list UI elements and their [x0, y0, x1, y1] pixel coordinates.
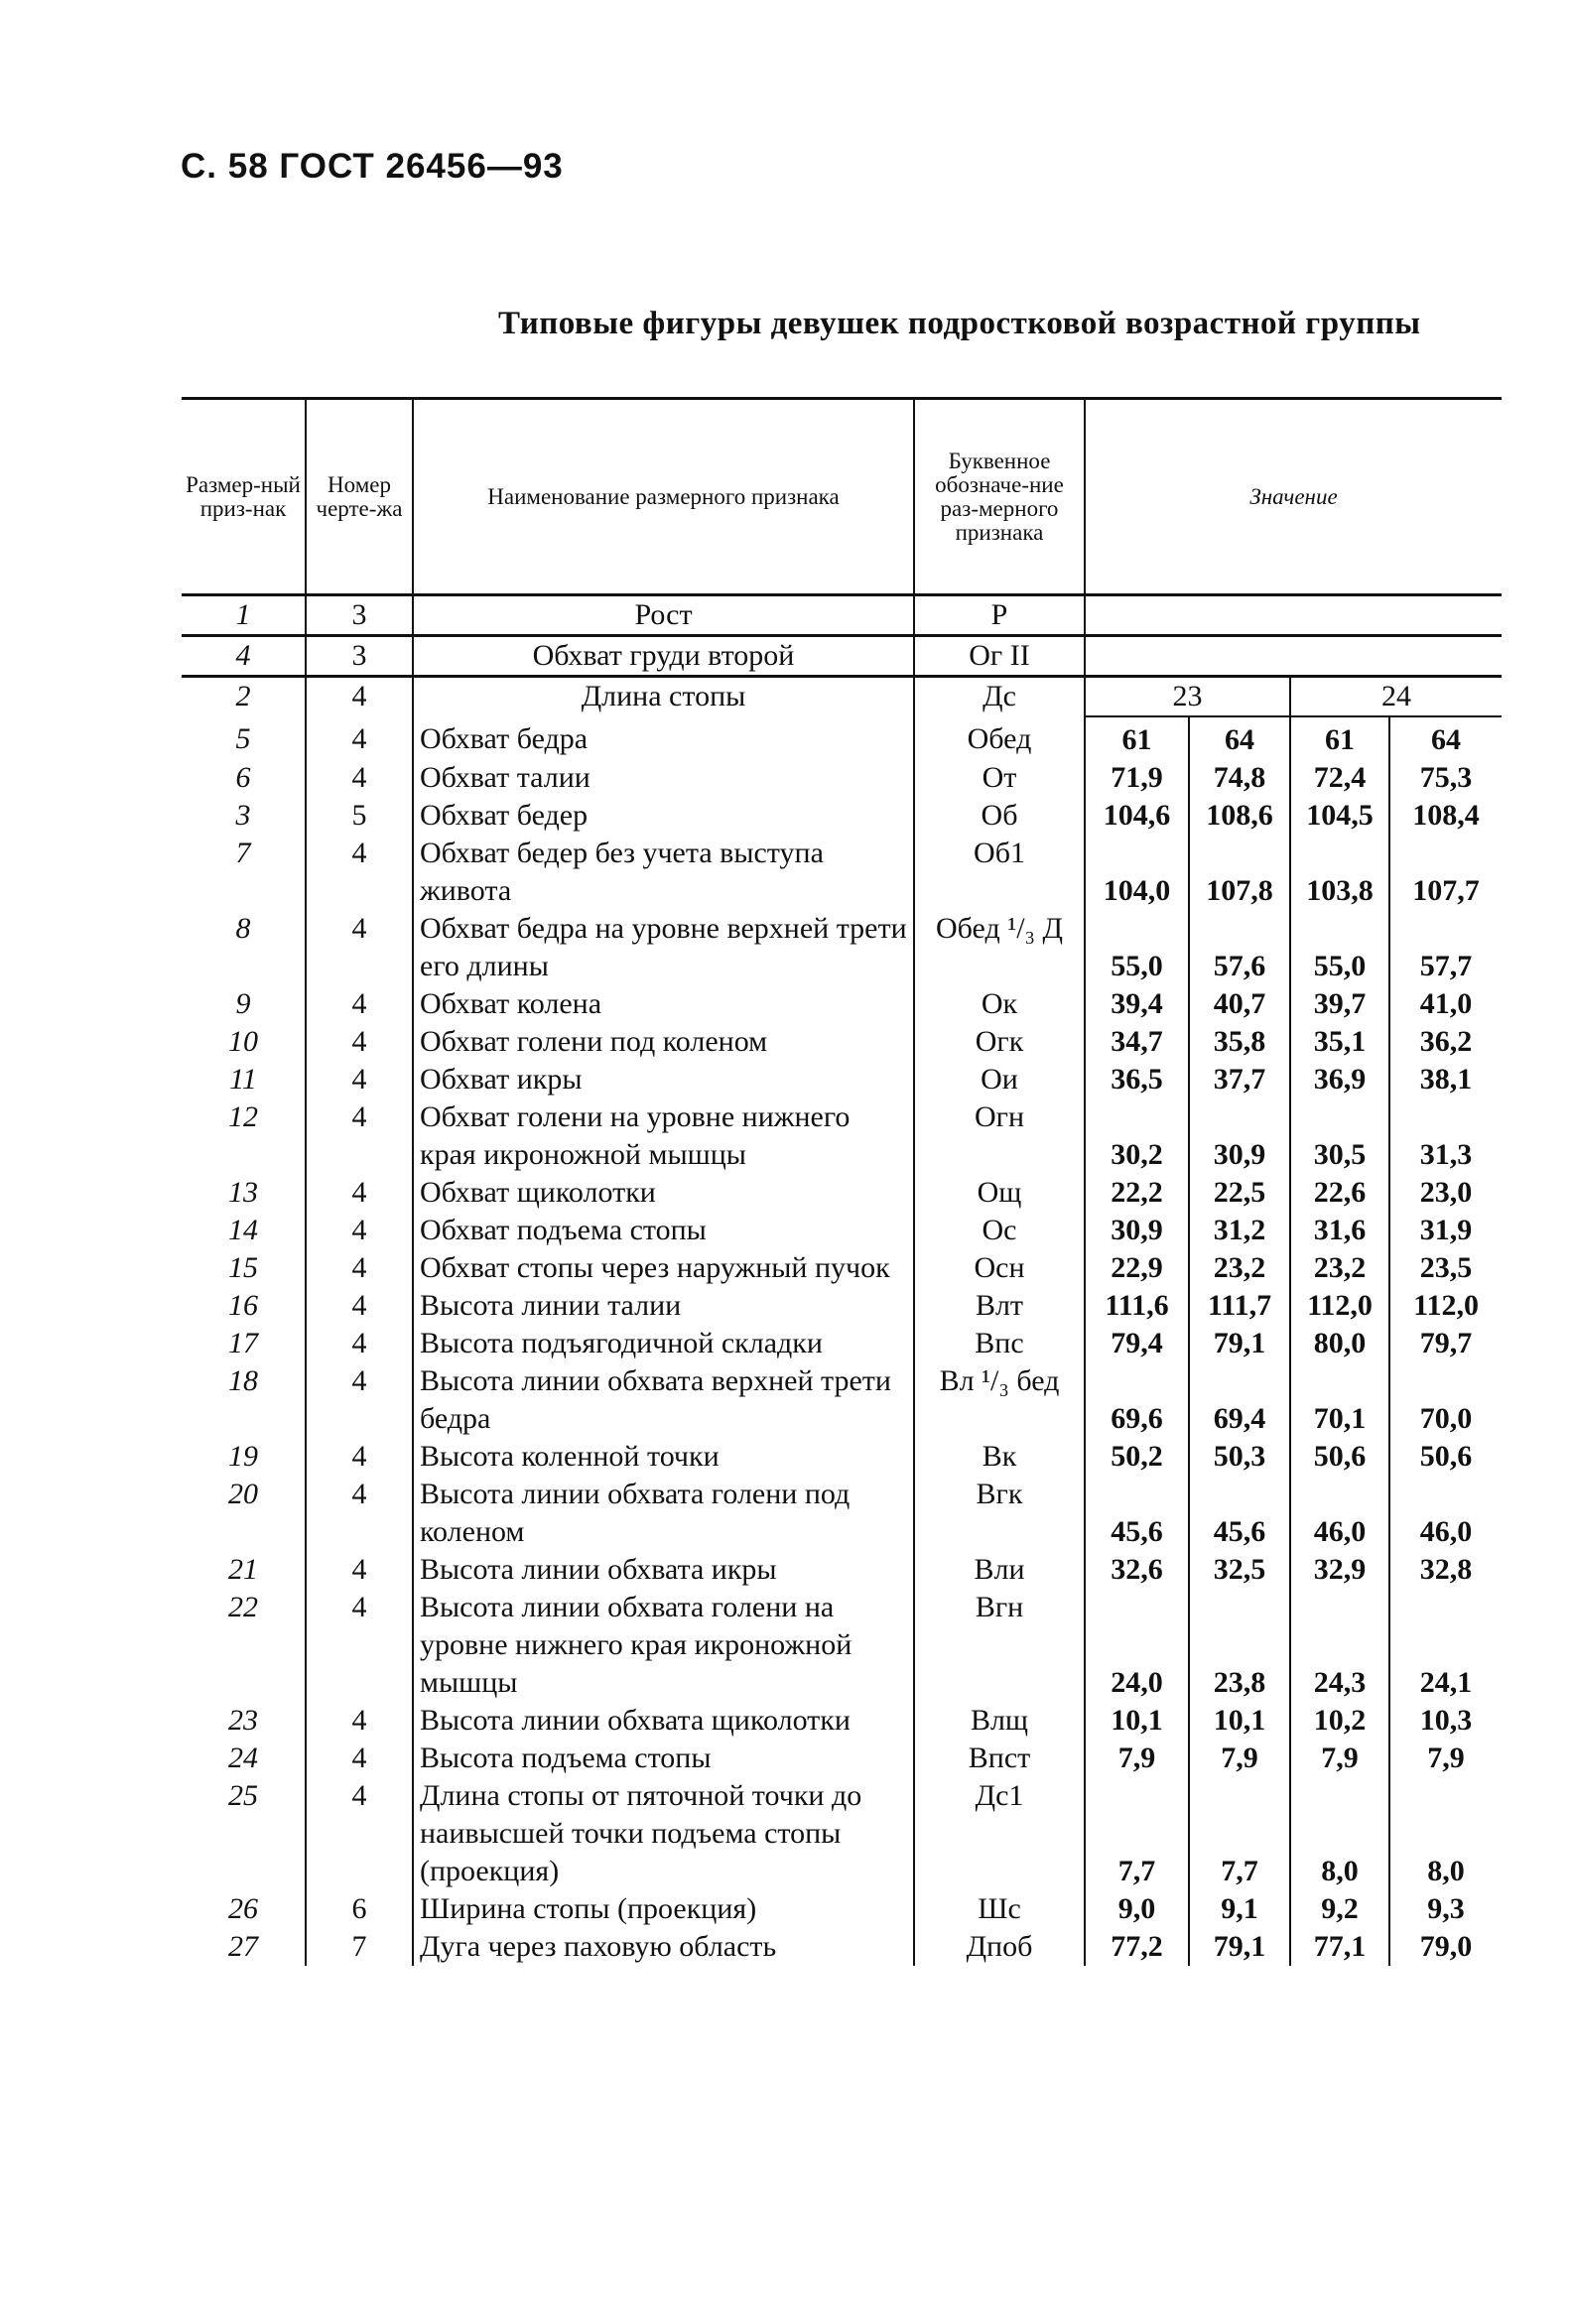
row-num: 5 — [235, 722, 251, 755]
row-value-23-64: 69,4 — [1189, 1362, 1290, 1438]
row-code: Дс1 — [914, 1777, 1085, 1890]
row-value-24-61: 77,1 — [1290, 1928, 1389, 1966]
table-row — [182, 1438, 1502, 1476]
table-row — [182, 1174, 1502, 1212]
row-code: От — [914, 759, 1085, 797]
row-drawing: 3 — [306, 636, 413, 677]
row-num: 27 — [228, 1930, 258, 1963]
row-value-24-61: 46,0 — [1290, 1476, 1389, 1551]
table-title: Типовые фигуры девушек подростковой возрастной группы — [498, 306, 1421, 341]
row-value-23-64: 74,8 — [1189, 759, 1290, 797]
row-num: 11 — [229, 1063, 257, 1096]
row-name: Обхват стопы через наружный пучок — [413, 1249, 914, 1287]
row-value-24-61: 30,5 — [1290, 1098, 1389, 1174]
row-code: Вгк — [914, 1476, 1085, 1551]
row-drawing: 4 — [306, 1287, 413, 1325]
table-row — [182, 797, 1502, 835]
row-value-24-64: 70,0 — [1389, 1362, 1502, 1438]
row-name: Обхват бедра — [413, 716, 914, 759]
row-drawing: 4 — [306, 1438, 413, 1476]
row-value-23-61: 7,9 — [1085, 1740, 1189, 1777]
row-value-23-61: 32,6 — [1085, 1551, 1189, 1589]
row-value-24-64: 57,7 — [1389, 910, 1502, 985]
row-drawing: 4 — [306, 1023, 413, 1061]
row-value-23-64: 10,1 — [1189, 1702, 1290, 1740]
row-code: Вл ¹/₃ бед — [914, 1362, 1085, 1438]
row-num: 8 — [235, 912, 251, 945]
row-value-23-64: 50,3 — [1189, 1438, 1290, 1476]
row-value-24-61: 31,6 — [1290, 1212, 1389, 1249]
row-value-23-61: 55,0 — [1085, 910, 1189, 985]
col-header-feature: Размер-ный приз-нак — [182, 399, 306, 595]
row-code: Дпоб — [914, 1928, 1085, 1966]
table-row — [182, 1702, 1502, 1740]
row-name: Обхват бедер без учета выступа живота — [413, 835, 914, 910]
row-value-23-61: 61 — [1085, 716, 1189, 759]
row-value-24-64: 79,7 — [1389, 1325, 1502, 1362]
row-num: 24 — [228, 1742, 258, 1774]
row-value-23-61: 111,6 — [1085, 1287, 1189, 1325]
row-value-24-61: 70,1 — [1290, 1362, 1389, 1438]
row-code: Впс — [914, 1325, 1085, 1362]
row-value-24-61: 104,5 — [1290, 797, 1389, 835]
row-value-24-61: 35,1 — [1290, 1023, 1389, 1061]
row-num: 17 — [228, 1327, 258, 1359]
row-drawing: 4 — [306, 1249, 413, 1287]
row-name: Длина стопы от пяточной точки до наивысшей точки подъема стопы (проекция) — [413, 1777, 914, 1890]
row-drawing: 4 — [306, 1174, 413, 1212]
row-drawing: 4 — [306, 716, 413, 759]
row-value-24-64: 79,0 — [1389, 1928, 1502, 1966]
row-name: Обхват бедра на уровне верхней трети его длины — [413, 910, 914, 985]
row-code: Впст — [914, 1740, 1085, 1777]
row-drawing: 7 — [306, 1928, 413, 1966]
row-drawing: 4 — [306, 1061, 413, 1098]
row-name: Обхват голени под коленом — [413, 1023, 914, 1061]
row-num: 12 — [228, 1100, 258, 1133]
row-value-23-61: 69,6 — [1085, 1362, 1189, 1438]
row-value-24-64: 31,9 — [1389, 1212, 1502, 1249]
row-num: 7 — [235, 837, 251, 869]
row-value-24-64: 50,6 — [1389, 1438, 1502, 1476]
row-value-23-61: 45,6 — [1085, 1476, 1189, 1551]
table-row — [182, 1928, 1502, 1966]
table-row — [182, 1890, 1502, 1928]
row-value-23-61: 22,2 — [1085, 1174, 1189, 1212]
table-row — [182, 759, 1502, 797]
row-value-24-64: 108,4 — [1389, 797, 1502, 835]
row-name: Обхват талии — [413, 759, 914, 797]
row-code: Дс — [914, 677, 1085, 717]
row-value-24-61: 112,0 — [1290, 1287, 1389, 1325]
row-name: Обхват подъема стопы — [413, 1212, 914, 1249]
row-value-23-64: 30,9 — [1189, 1098, 1290, 1174]
row-value-24-61: 7,9 — [1290, 1740, 1389, 1777]
row-value-23-64: 79,1 — [1189, 1325, 1290, 1362]
row-name: Обхват щиколотки — [413, 1174, 914, 1212]
row-name: Высота коленной точки — [413, 1438, 914, 1476]
row-num: 15 — [228, 1251, 258, 1284]
row-value-23-64: 107,8 — [1189, 835, 1290, 910]
row-value-23-64: 23,8 — [1189, 1589, 1290, 1702]
row-code: Вк — [914, 1438, 1085, 1476]
row-value-24-64: 9,3 — [1389, 1890, 1502, 1928]
row-value-24-64: 38,1 — [1389, 1061, 1502, 1098]
row-drawing: 5 — [306, 797, 413, 835]
table-row — [182, 716, 1502, 759]
row-code: Влщ — [914, 1702, 1085, 1740]
row-num: 21 — [228, 1553, 258, 1586]
row-code: Об1 — [914, 835, 1085, 910]
row-value-23-61: 24,0 — [1085, 1589, 1189, 1702]
row-name: Дуга через паховую область — [413, 1928, 914, 1966]
row-num: 22 — [228, 1591, 258, 1623]
row-code: Ощ — [914, 1174, 1085, 1212]
row-value-24-61: 61 — [1290, 716, 1389, 759]
row-num: 25 — [228, 1779, 258, 1812]
table-row — [182, 1249, 1502, 1287]
row-num: 26 — [228, 1892, 258, 1925]
row-value-24-64: 7,9 — [1389, 1740, 1502, 1777]
row-drawing: 4 — [306, 759, 413, 797]
row-drawing: 4 — [306, 1702, 413, 1740]
row-value-24-64: 32,8 — [1389, 1551, 1502, 1589]
table-row — [182, 1362, 1502, 1438]
row-value-24-61: 50,6 — [1290, 1438, 1389, 1476]
row-num: 14 — [228, 1214, 258, 1246]
row-value-24-64: 75,3 — [1389, 759, 1502, 797]
row-drawing: 4 — [306, 1325, 413, 1362]
row-name: Рост — [413, 595, 914, 636]
row-value-23-61: 36,5 — [1085, 1061, 1189, 1098]
row-value-23-64: 37,7 — [1189, 1061, 1290, 1098]
row-value-24-64: 64 — [1389, 716, 1502, 759]
row-code: Обед — [914, 716, 1085, 759]
row-value-23-61: 9,0 — [1085, 1890, 1189, 1928]
row-code: Влт — [914, 1287, 1085, 1325]
table-row — [182, 985, 1502, 1023]
row-drawing: 4 — [306, 985, 413, 1023]
row-value-24-64: 31,3 — [1389, 1098, 1502, 1174]
row-value-24-61: 36,9 — [1290, 1061, 1389, 1098]
table-row — [182, 1476, 1502, 1551]
row-drawing: 4 — [306, 910, 413, 985]
row-name: Ширина стопы (проекция) — [413, 1890, 914, 1928]
row-value-23-64: 79,1 — [1189, 1928, 1290, 1966]
row-value-24-64: 46,0 — [1389, 1476, 1502, 1551]
measurements-table — [182, 397, 1502, 1966]
row-name: Высота линии обхвата голени на уровне нижнего края икроножной мышцы — [413, 1589, 914, 1702]
row-value-23-61: 7,7 — [1085, 1777, 1189, 1890]
row-num: 9 — [235, 987, 251, 1020]
row-value-24-64: 23,5 — [1389, 1249, 1502, 1287]
row-value-23-64: 57,6 — [1189, 910, 1290, 985]
row-value-23-61: 22,9 — [1085, 1249, 1189, 1287]
row-code: Вгн — [914, 1589, 1085, 1702]
row-values-empty — [1085, 595, 1502, 636]
row-num: 20 — [228, 1478, 258, 1510]
row-name: Обхват груди второй — [413, 636, 914, 677]
table-row — [182, 1023, 1502, 1061]
row-num: 16 — [228, 1289, 258, 1322]
row-name: Обхват голени на уровне нижнего края икроножной мышцы — [413, 1098, 914, 1174]
row-value-24-61: 103,8 — [1290, 835, 1389, 910]
row-num: 1 — [182, 595, 306, 636]
row-code: Об — [914, 797, 1085, 835]
row-value-24-61: 9,2 — [1290, 1890, 1389, 1928]
row-code: Ос — [914, 1212, 1085, 1249]
table-row — [182, 1287, 1502, 1325]
row-drawing: 4 — [306, 1362, 413, 1438]
row-value-24-61: 23,2 — [1290, 1249, 1389, 1287]
row-drawing: 3 — [306, 595, 413, 636]
row-num: 4 — [182, 636, 306, 677]
row-code: Ог II — [914, 636, 1085, 677]
col-header-drawing: Номер черте-жа — [306, 399, 413, 595]
row-value-23-61: 39,4 — [1085, 985, 1189, 1023]
row-value-23-61: 30,2 — [1085, 1098, 1189, 1174]
row-code: Огк — [914, 1023, 1085, 1061]
table-row — [182, 1325, 1502, 1362]
row-value-23-64: 31,2 — [1189, 1212, 1290, 1249]
row-num: 2 — [235, 680, 251, 712]
row-drawing: 4 — [306, 1551, 413, 1589]
row-code: Р — [914, 595, 1085, 636]
table-row — [182, 1098, 1502, 1174]
table-row — [182, 1740, 1502, 1777]
row-drawing: 6 — [306, 1890, 413, 1928]
row-code: Шс — [914, 1890, 1085, 1928]
row-value-24-61: 10,2 — [1290, 1702, 1389, 1740]
row-drawing: 4 — [306, 1098, 413, 1174]
row-value-23-64: 35,8 — [1189, 1023, 1290, 1061]
row-name: Высота линии обхвата щиколотки — [413, 1702, 914, 1740]
row-num: 19 — [228, 1440, 258, 1473]
row-value-23-64: 111,7 — [1189, 1287, 1290, 1325]
row-num: 3 — [235, 799, 251, 832]
row-value-23-61: 10,1 — [1085, 1702, 1189, 1740]
row-drawing: 4 — [306, 1476, 413, 1551]
row-drawing: 4 — [306, 835, 413, 910]
row-name: Обхват икры — [413, 1061, 914, 1098]
row-values-empty — [1085, 636, 1502, 677]
row-name: Высота подъема стопы — [413, 1740, 914, 1777]
row-value-23-61: 34,7 — [1085, 1023, 1189, 1061]
row-name: Длина стопы — [413, 677, 914, 717]
table-row — [182, 1777, 1502, 1890]
row-value-23-64: 64 — [1189, 716, 1290, 759]
row-value-24-61: 55,0 — [1290, 910, 1389, 985]
row-name: Высота линии обхвата верхней трети бедра — [413, 1362, 914, 1438]
col-header-value: Значение — [1085, 399, 1502, 595]
row-value-23-61: 77,2 — [1085, 1928, 1189, 1966]
row-value-24-64: 23,0 — [1389, 1174, 1502, 1212]
row-value-23-61: 104,0 — [1085, 835, 1189, 910]
row-value-24-64: 8,0 — [1389, 1777, 1502, 1890]
row-code: Обед ¹/₃ Д — [914, 910, 1085, 985]
row-code: Ои — [914, 1061, 1085, 1098]
row-value-23-64: 40,7 — [1189, 985, 1290, 1023]
row-value-24-64: 24,1 — [1389, 1589, 1502, 1702]
row-drawing: 4 — [306, 677, 413, 717]
table-row — [182, 910, 1502, 985]
row-value-24-61: 39,7 — [1290, 985, 1389, 1023]
row-value-24-61: 72,4 — [1290, 759, 1389, 797]
row-drawing: 4 — [306, 1589, 413, 1702]
row-name: Обхват колена — [413, 985, 914, 1023]
row-name: Высота линии талии — [413, 1287, 914, 1325]
row-value-23-61: 50,2 — [1085, 1438, 1189, 1476]
row-value-23-61: 104,6 — [1085, 797, 1189, 835]
row-value-23-61: 71,9 — [1085, 759, 1189, 797]
row-num: 10 — [228, 1025, 258, 1058]
row-name: Высота линии обхвата икры — [413, 1551, 914, 1589]
row-num: 23 — [228, 1704, 258, 1737]
row-num: 6 — [235, 761, 251, 794]
row-drawing: 4 — [306, 1212, 413, 1249]
row-value-24-64: 107,7 — [1389, 835, 1502, 910]
row-code: Вли — [914, 1551, 1085, 1589]
row-code: Осн — [914, 1249, 1085, 1287]
table-row — [182, 1551, 1502, 1589]
row-drawing: 4 — [306, 1777, 413, 1890]
row-value-24-64: 36,2 — [1389, 1023, 1502, 1061]
row-value-24-61: 80,0 — [1290, 1325, 1389, 1362]
table-row — [182, 1589, 1502, 1702]
row-value-23-64: 108,6 — [1189, 797, 1290, 835]
row-value-23-61: 79,4 — [1085, 1325, 1189, 1362]
row-code: Огн — [914, 1098, 1085, 1174]
row-drawing: 4 — [306, 1740, 413, 1777]
row-value-24-64: 41,0 — [1389, 985, 1502, 1023]
table-row — [182, 1212, 1502, 1249]
row-value-23-61: 30,9 — [1085, 1212, 1189, 1249]
row-value-24-64: 10,3 — [1389, 1702, 1502, 1740]
row-value-24-61: 22,6 — [1290, 1174, 1389, 1212]
col-header-code: Буквенное обозначе-ние раз-мерного признака — [914, 399, 1085, 595]
foot-length-group-23: 23 — [1085, 677, 1290, 717]
row-value-23-64: 32,5 — [1189, 1551, 1290, 1589]
row-name: Высота линии обхвата голени под коленом — [413, 1476, 914, 1551]
row-value-24-61: 8,0 — [1290, 1777, 1389, 1890]
row-num: 18 — [228, 1364, 258, 1397]
table-row — [182, 1061, 1502, 1098]
row-value-23-64: 45,6 — [1189, 1476, 1290, 1551]
row-value-23-64: 7,7 — [1189, 1777, 1290, 1890]
row-value-23-64: 22,5 — [1189, 1174, 1290, 1212]
row-value-24-61: 32,9 — [1290, 1551, 1389, 1589]
row-value-24-64: 112,0 — [1389, 1287, 1502, 1325]
row-value-24-61: 24,3 — [1290, 1589, 1389, 1702]
row-value-23-64: 9,1 — [1189, 1890, 1290, 1928]
row-num: 13 — [228, 1176, 258, 1209]
row-value-23-64: 7,9 — [1189, 1740, 1290, 1777]
row-value-23-64: 23,2 — [1189, 1249, 1290, 1287]
table-row — [182, 835, 1502, 910]
row-name: Высота подъягодичной складки — [413, 1325, 914, 1362]
row-name: Обхват бедер — [413, 797, 914, 835]
row-code: Ок — [914, 985, 1085, 1023]
page-header: С. 58 ГОСТ 26456—93 — [181, 147, 564, 186]
foot-length-group-24: 24 — [1290, 677, 1502, 717]
col-header-name: Наименование размерного признака — [413, 399, 914, 595]
